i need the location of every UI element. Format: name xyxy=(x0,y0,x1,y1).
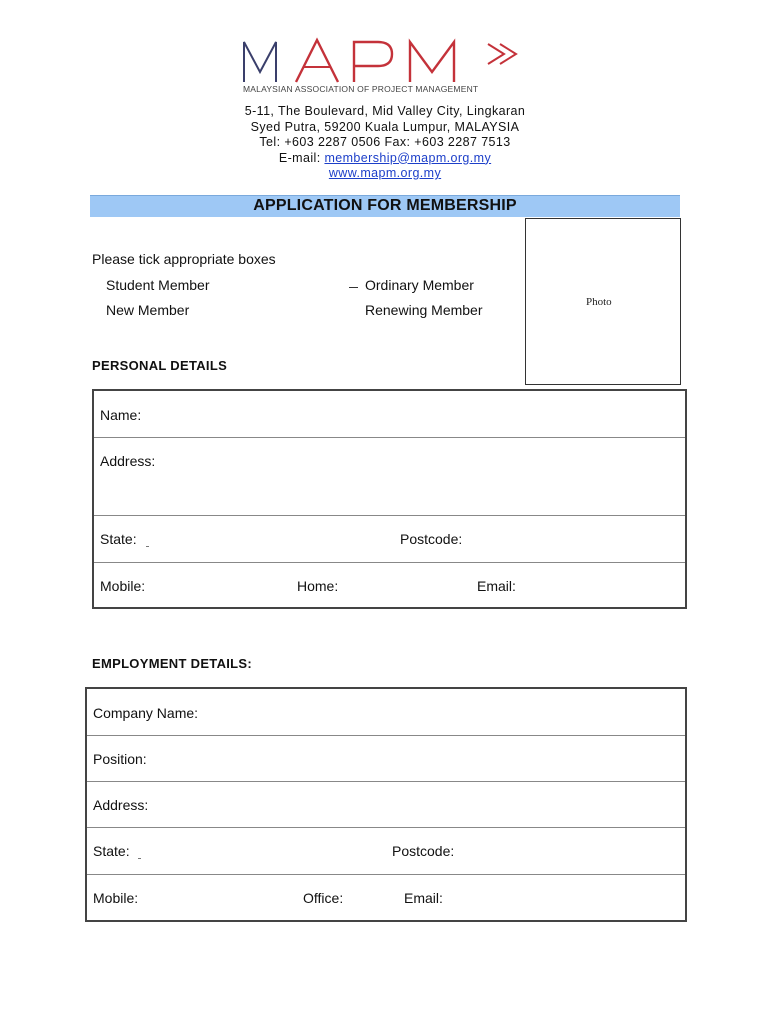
email-prefix: E-mail: xyxy=(278,150,325,165)
employment-mobile-label: Mobile: xyxy=(93,890,139,906)
employment-postcode-label: Postcode: xyxy=(392,843,455,859)
email-link[interactable]: membership@mapm.org.my xyxy=(324,150,492,165)
employment-contact-row[interactable] xyxy=(87,875,685,920)
website-link[interactable]: www.mapm.org.my xyxy=(328,166,442,180)
address-line-1: 5-11, The Boulevard, Mid Valley City, Lingkaran xyxy=(244,104,526,118)
mobile-label: Mobile: xyxy=(100,578,146,594)
email-line xyxy=(180,151,590,167)
state-field-mark xyxy=(146,546,149,547)
phone-fax-line: Tel: +603 2287 0506 Fax: +603 2287 7513 xyxy=(259,135,511,149)
employment-details-table xyxy=(85,687,687,922)
employment-address-label: Address: xyxy=(93,797,149,813)
office-label: Office: xyxy=(303,890,344,906)
position-label: Position: xyxy=(93,751,147,767)
state-label: State: xyxy=(100,531,137,547)
logo-subtitle: MALAYSIAN ASSOCIATION OF PROJECT MANAGEMENT xyxy=(243,84,479,94)
form-title: APPLICATION FOR MEMBERSHIP xyxy=(253,197,517,214)
renewing-member-option[interactable]: Renewing Member xyxy=(365,302,483,318)
tick-instruction: Please tick appropriate boxes xyxy=(92,251,276,267)
name-row[interactable] xyxy=(94,391,685,438)
personal-details-heading: PERSONAL DETAILS xyxy=(92,358,228,373)
new-member-option[interactable]: New Member xyxy=(106,302,190,318)
personal-details-table xyxy=(92,389,687,609)
address-row[interactable] xyxy=(94,438,685,516)
home-label: Home: xyxy=(297,578,339,594)
company-name-label: Company Name: xyxy=(93,705,199,721)
contact-block xyxy=(180,104,590,182)
contact-row[interactable] xyxy=(94,563,685,607)
employment-state-field-mark xyxy=(138,858,141,859)
employment-email-label: Email: xyxy=(404,890,443,906)
name-label: Name: xyxy=(100,407,142,423)
position-row[interactable] xyxy=(87,736,685,782)
ordinary-member-option[interactable]: Ordinary Member xyxy=(365,277,474,293)
employment-state-label: State: xyxy=(93,843,130,859)
postcode-label: Postcode: xyxy=(400,531,463,547)
employment-state-postcode-row[interactable] xyxy=(87,828,685,875)
ordinary-tick-box[interactable] xyxy=(349,287,358,288)
employment-address-row[interactable] xyxy=(87,782,685,828)
email-label: Email: xyxy=(477,578,516,594)
address-label: Address: xyxy=(100,453,156,469)
photo-label: Photo xyxy=(586,296,612,308)
student-member-option[interactable]: Student Member xyxy=(106,277,210,293)
employment-details-heading: EMPLOYMENT DETAILS: xyxy=(92,656,253,671)
state-postcode-row[interactable] xyxy=(94,516,685,563)
company-row[interactable] xyxy=(87,689,685,736)
address-line-2: Syed Putra, 59200 Kuala Lumpur, MALAYSIA xyxy=(250,119,520,134)
